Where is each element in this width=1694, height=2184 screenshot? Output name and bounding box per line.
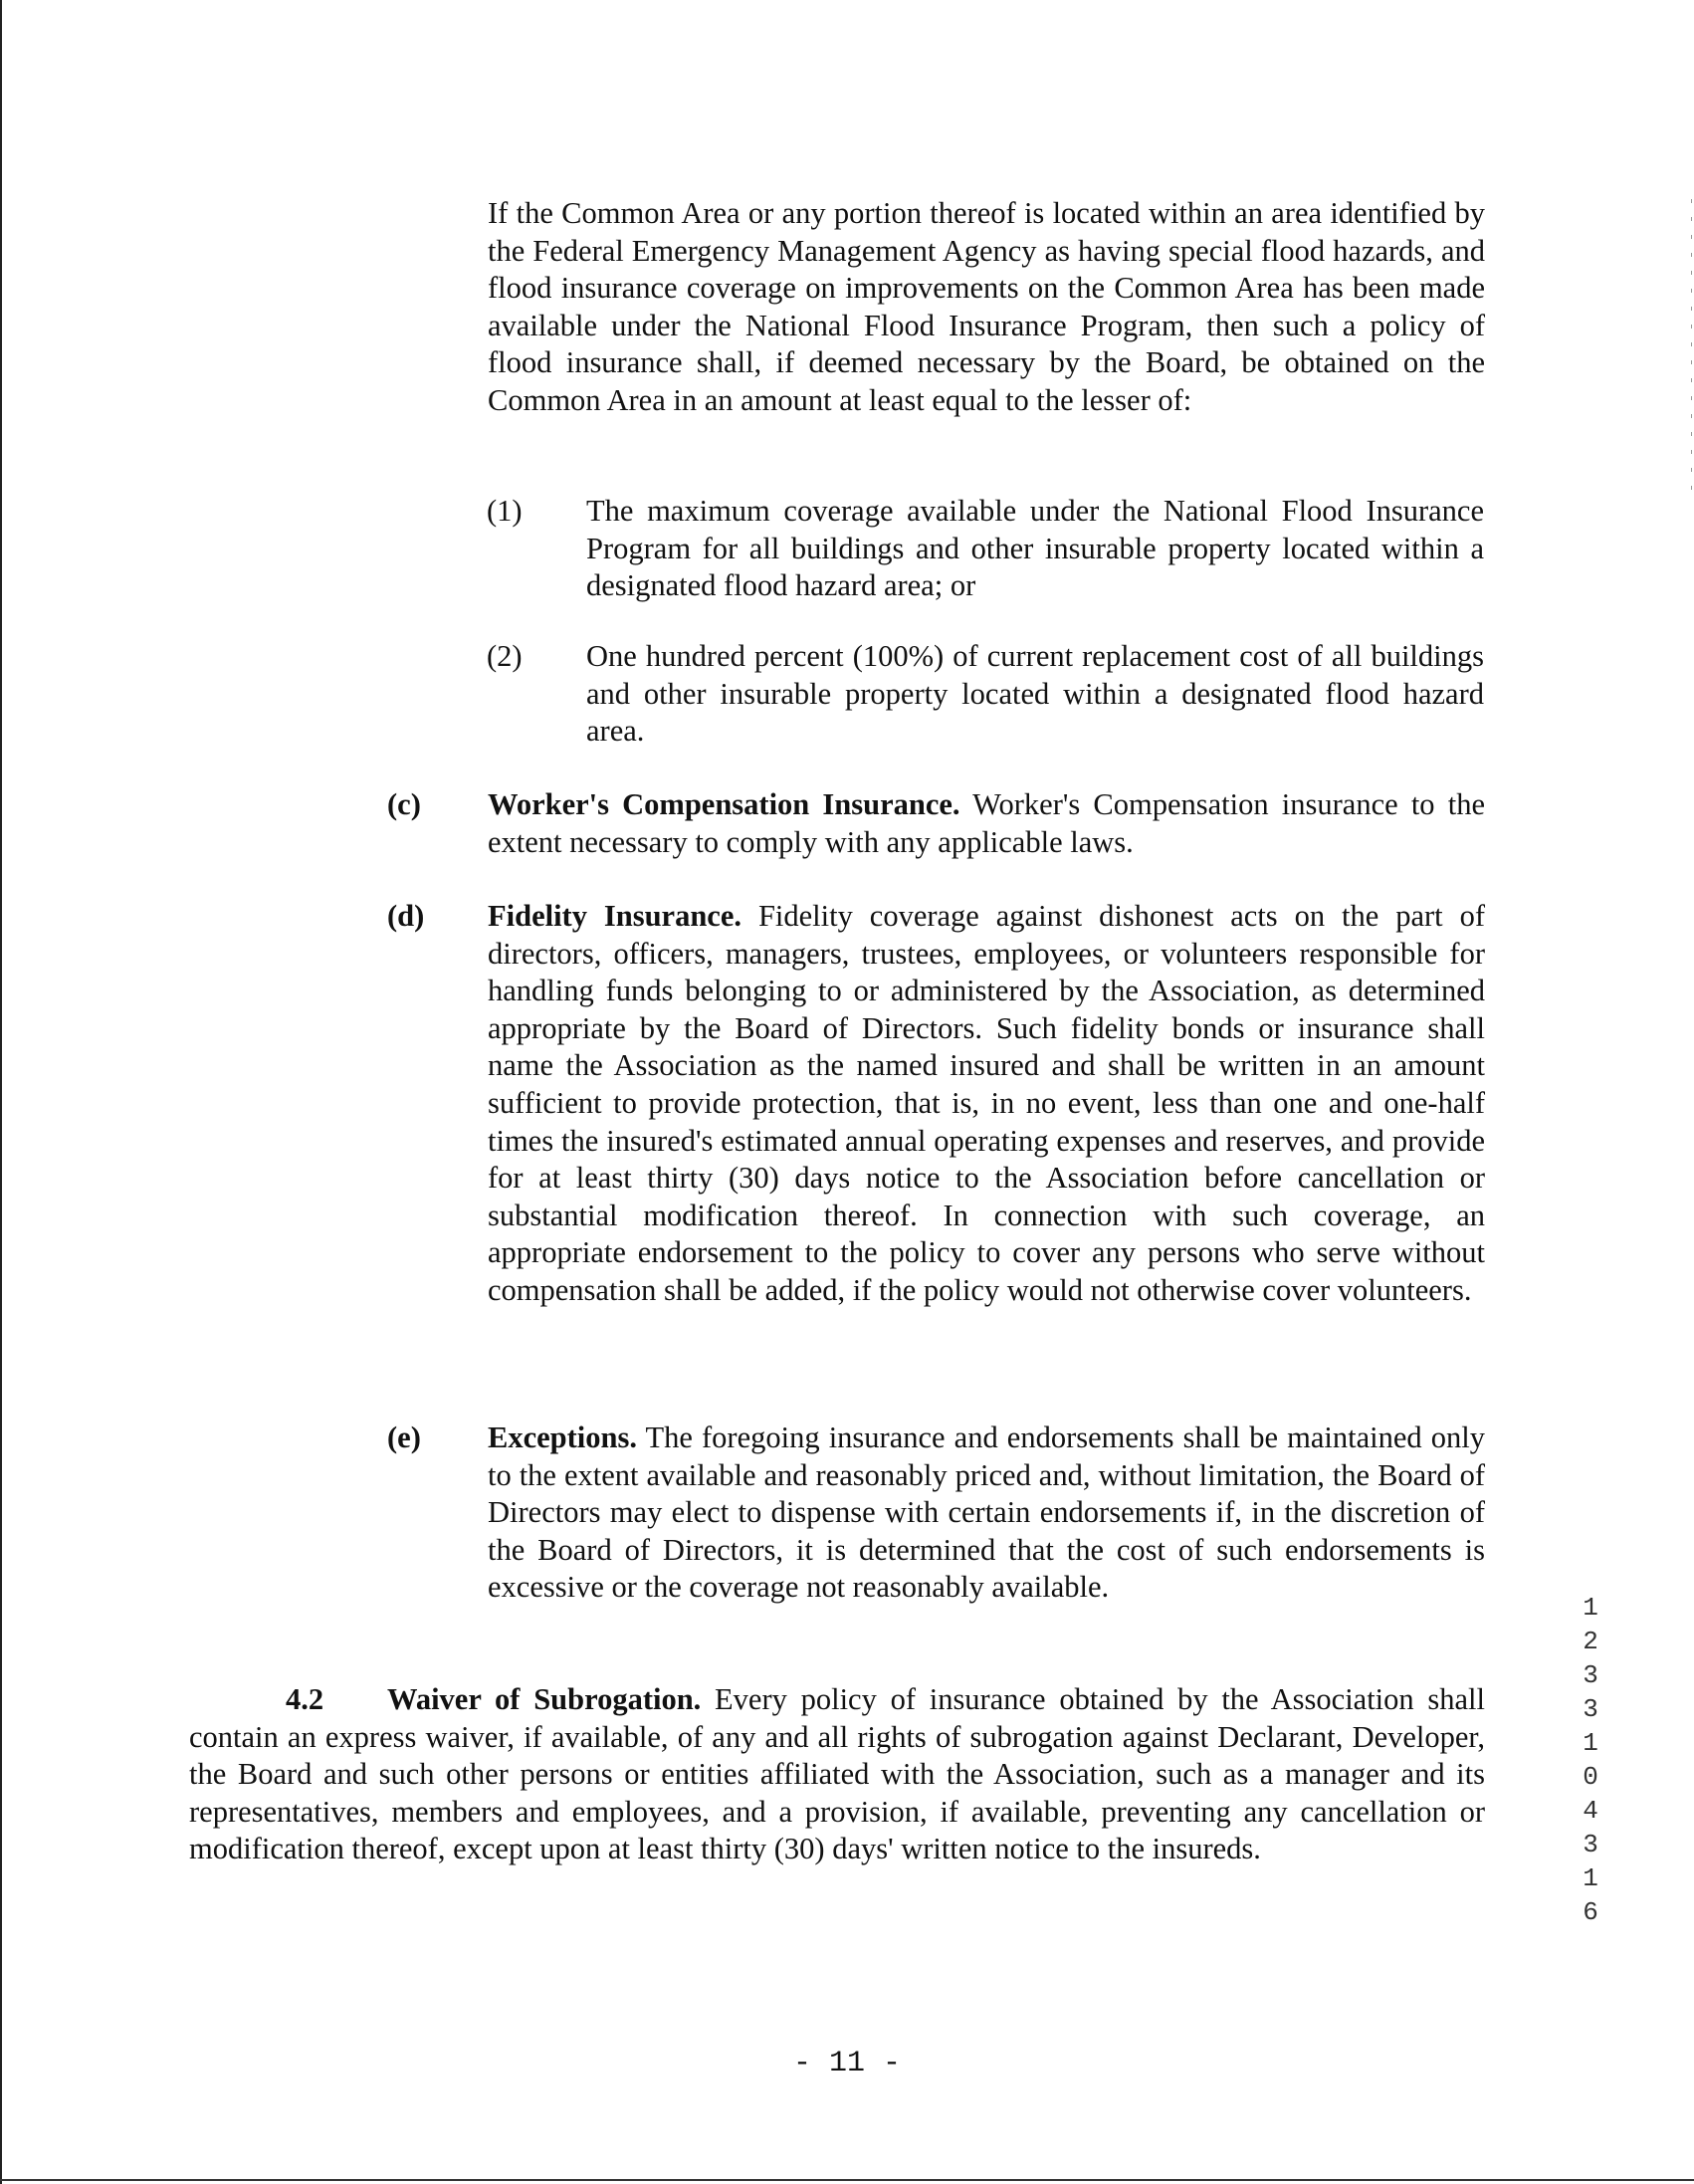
item-body — [488, 1420, 1485, 1607]
recording-stamp — [1571, 1591, 1610, 1929]
item-text: Worker's Compensation insurance to the extent necessary to comply with any applicable laws. — [488, 787, 1485, 859]
section-4-2-paragraph — [189, 1681, 1485, 1868]
scan-edge-left — [0, 0, 2, 2184]
stamp-char: 6 — [1583, 1897, 1598, 1927]
stamp-char: 3 — [1583, 1660, 1598, 1690]
stamp-char: 2 — [1583, 1627, 1598, 1656]
stamp-char: 0 — [1583, 1762, 1598, 1792]
section-text: Every policy of insurance obtained by the Association shall contain an express waiver, if available, of any and all rights of subrogation against Declarant, Developer, the Board and such other persons or entities affiliated with the Association, such as a manager and its representatives, members and employees, and a provision, if available, preventing any cancellation or modification thereof, except upon at least thirty (30) days' written notice to the insureds. — [189, 1682, 1485, 1866]
item-letter: (d) — [387, 899, 425, 933]
stamp-char: 3 — [1583, 1830, 1598, 1859]
item-body — [488, 786, 1485, 861]
stamp-char: 1 — [1583, 1728, 1598, 1758]
stamp-char: 1 — [1583, 1593, 1598, 1623]
scan-edge-right — [1691, 199, 1692, 498]
sub-item-text: One hundred percent (100%) of current replacement cost of all buildings and other insurable property located within a designated flood hazard area. — [586, 639, 1484, 749]
item-letter: (e) — [387, 1420, 421, 1454]
item-heading: Worker's Compensation Insurance. — [488, 787, 960, 821]
sub-item-text: The maximum coverage available under the National Flood Insurance Program for all buildings and other insurable property located within a designated flood hazard area; or — [586, 494, 1484, 603]
item-heading: Exceptions. — [488, 1420, 637, 1454]
sub-item-number: (2) — [487, 639, 523, 673]
item-text: The foregoing insurance and endorsements shall be maintained only to the extent available and reasonably priced and, without limitation, the Board of Directors may elect to dispense with certain endorsements if, in the discretion of the Board of Directors, it is determined that the cost of such endorsements is excessive or the coverage not reasonably available. — [488, 1420, 1485, 1605]
item-body — [488, 898, 1485, 1310]
item-heading: Fidelity Insurance. — [488, 899, 742, 933]
sub-item-number: (1) — [487, 494, 523, 528]
page-number: - 11 - — [792, 2047, 902, 2080]
item-text: Fidelity coverage against dishonest acts on the part of directors, officers, managers, trustees, employees, or volunteers responsible for handling funds belonging to or administered by the Association, as determined appropriate by the Board of Directors. Such fidelity bonds or insurance shall name the Association as the named insured and shall be written in an amount sufficient to provide protection, that is, in no event, less than one and one-half times the insured's estimated annual operating expenses and reserves, and provide for at least thirty (30) days notice to the Association before cancellation or substantial modification thereof. In connection with such coverage, an appropriate endorsement to the policy to cover any persons who serve without compensation shall be added, if the policy would not otherwise cover volunteers. — [488, 899, 1485, 1307]
stamp-char: 1 — [1583, 1863, 1598, 1893]
section-number: 4.2 — [286, 1682, 324, 1716]
stamp-char: 3 — [1583, 1694, 1598, 1724]
item-letter: (c) — [387, 787, 421, 821]
stamp-char: 4 — [1583, 1796, 1598, 1826]
section-heading: Waiver of Subrogation. — [387, 1682, 702, 1716]
flood-insurance-paragraph: If the Common Area or any portion thereof is located within an area identified by the Federal Emergency Management Agency as having special flood hazards, and flood insurance coverage on improvements on the Common Area has been made available under the National Flood Insurance Program, then such a policy of flood insurance shall, if deemed necessary by the Board, be obtained on the Common Area in an amount at least equal to the lesser of: — [488, 196, 1485, 417]
scan-edge-bottom — [0, 2179, 1694, 2181]
